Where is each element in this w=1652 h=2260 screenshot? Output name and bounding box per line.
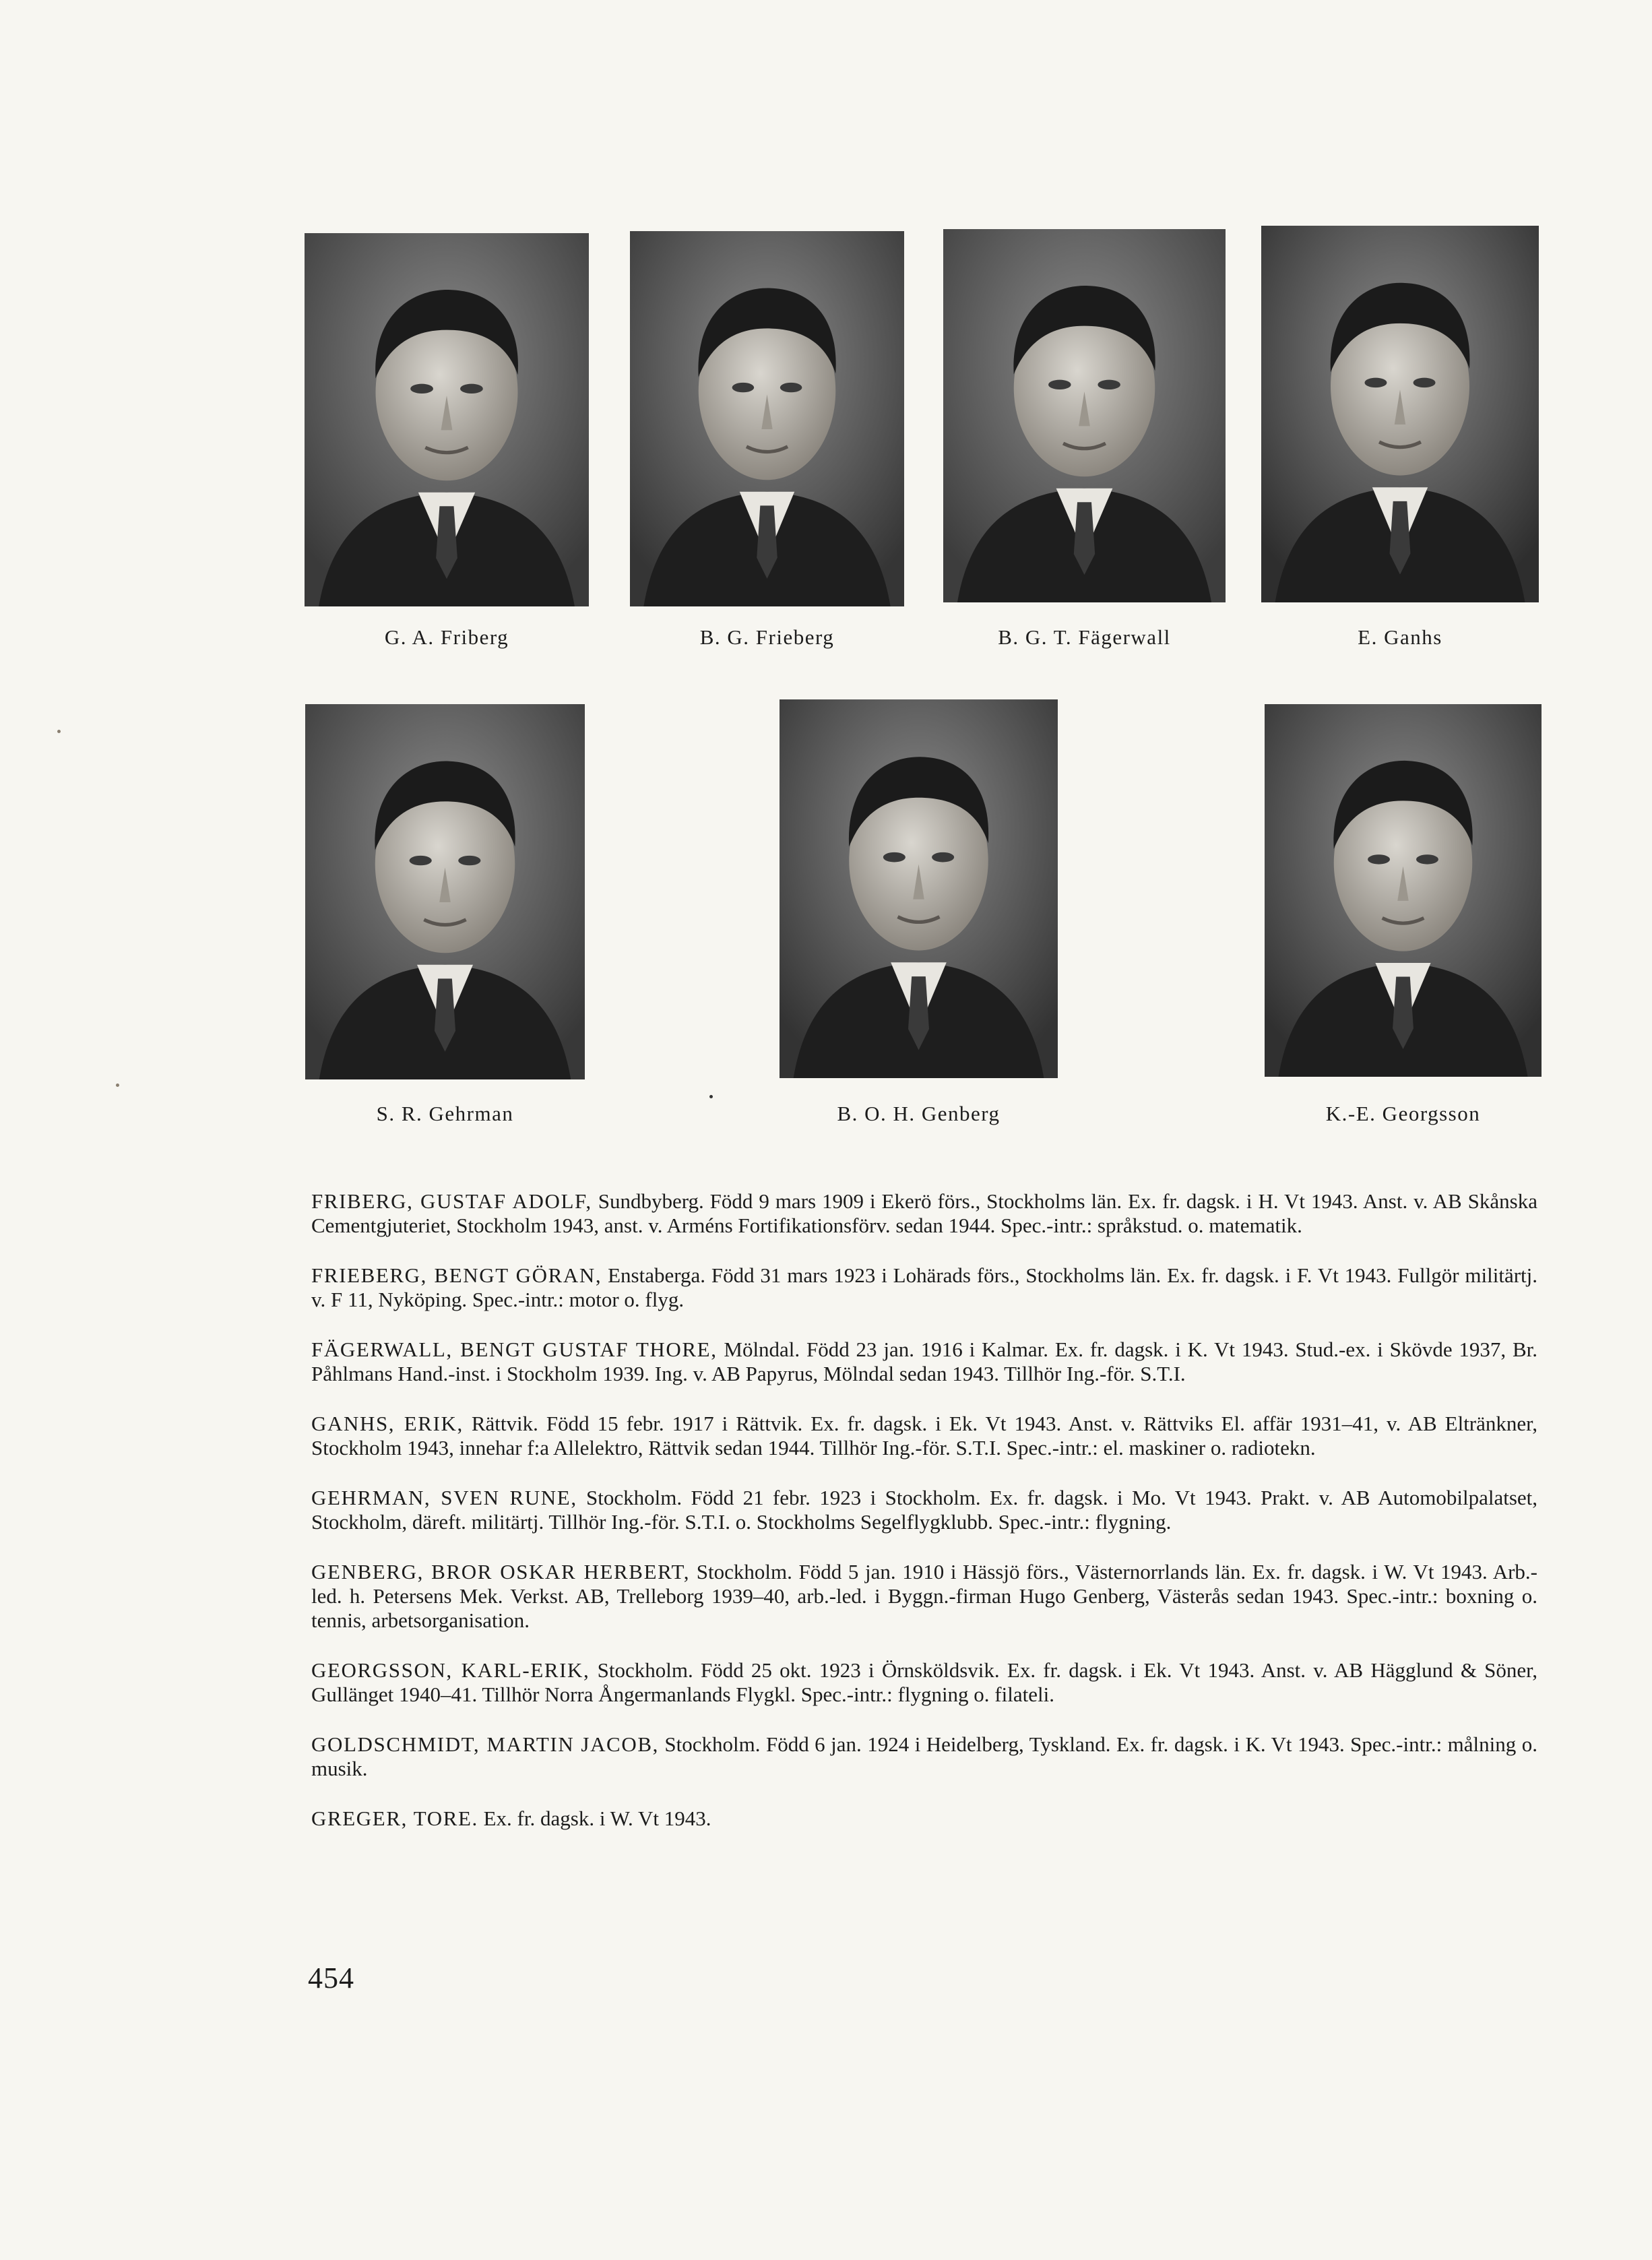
entry-name: FÄGERWALL, BENGT GUSTAF THORE, <box>311 1338 718 1361</box>
print-speck <box>57 730 61 733</box>
portrait-caption: B. G. T. Fägerwall <box>998 625 1171 649</box>
entry-text: Stockholm. Född 25 okt. 1923 i Örnsköldsvik. Ex. fr. dagsk. i Ek. Vt 1943. Anst. v. AB Hägglund & Söner, Gullänget 1940–41. Tillhör Norra Ångermanlands Flygkl. Spec.-intr.: flygning o. filateli. <box>311 1658 1538 1706</box>
entry-name: GOLDSCHMIDT, MARTIN JACOB, <box>311 1732 659 1756</box>
portrait-photo-genberg <box>780 699 1058 1078</box>
entry-text: Ex. fr. dagsk. i W. Vt 1943. <box>483 1807 711 1830</box>
biography-entry <box>311 1263 1537 1312</box>
entry-text: Sundbyberg. Född 9 mars 1909 i Ekerö förs., Stockholms län. Ex. fr. dagsk. i H. Vt 1943. Anst. v. AB Skånska Cementgjuteriet, Stockholm 1943, anst. v. Arméns Fortifikationsförv. sedan 1944. Spec.-intr.: språkstud. o. matematik. <box>311 1189 1537 1237</box>
biography-entry <box>311 1658 1537 1707</box>
biography-entry <box>311 1412 1537 1460</box>
biography-entry <box>311 1560 1537 1633</box>
biography-entry <box>311 1338 1537 1386</box>
entry-name: FRIEBERG, BENGT GÖRAN, <box>311 1263 602 1287</box>
entry-text: Enstaberga. Född 31 mars 1923 i Lohärads förs., Stockholms län. Ex. fr. dagsk. i F. Vt 1943. Fullgör militärtj. v. F 11, Nyköping. Spec.-intr.: motor o. flyg. <box>311 1263 1538 1311</box>
entry-text: Stockholm. Född 21 febr. 1923 i Stockholm. Ex. fr. dagsk. i Mo. Vt 1943. Prakt. v. AB Automobilpalatset, Stockholm, däreft. militärtj. Tillhör Ing.-för. S.T.I. o. Stockholms Segelflygklubb. Spec.-intr.: flygning. <box>311 1486 1538 1534</box>
portrait-photo-georgsson <box>1265 704 1542 1077</box>
portrait-caption: G. A. Friberg <box>384 625 509 649</box>
portrait-caption: E. Ganhs <box>1358 625 1442 649</box>
portrait-photo-ganhs <box>1261 226 1539 602</box>
portrait-photo-fagerwall <box>943 229 1226 602</box>
portrait-image <box>780 699 1058 1078</box>
portrait-image <box>305 233 589 606</box>
print-speck <box>116 1084 119 1087</box>
portrait-image <box>305 704 585 1079</box>
entry-text: Stockholm. Född 5 jan. 1910 i Hässjö förs., Västernorrlands län. Ex. fr. dagsk. i W. Vt 1943. Arb.-led. h. Petersens Mek. Verkst. AB, Trelleborg 1939–40, arb.-led. i Byggn.-firman Hugo Genberg, Västerås sedan 1943. Spec.-intr.: boxning o. tennis, arbetsorganisation. <box>311 1560 1537 1632</box>
portrait-image <box>943 229 1226 602</box>
portrait-caption: S. R. Gehrman <box>376 1102 514 1125</box>
entry-name: GENBERG, BROR OSKAR HERBERT, <box>311 1560 691 1583</box>
biography-list <box>311 1189 1537 1856</box>
portrait-image <box>1265 704 1542 1077</box>
biography-entry <box>311 1732 1537 1781</box>
portrait-image <box>630 231 904 606</box>
entry-name: GEORGSSON, KARL-ERIK, <box>311 1658 590 1682</box>
portrait-photo-gehrman <box>305 704 585 1079</box>
entry-text: Rättvik. Född 15 febr. 1917 i Rättvik. Ex. fr. dagsk. i Ek. Vt 1943. Anst. v. Rättviks El. affär 1931–41, v. AB Eltränkner, Stockholm 1943, innehar f:a Allelektro, Rättvik sedan 1944. Tillhör Ing.-för. S.T.I. Spec.-intr.: el. maskiner o. radiotekn. <box>311 1412 1537 1459</box>
print-speck <box>709 1095 713 1098</box>
page-number: 454 <box>308 1961 354 1995</box>
portrait-caption: K.-E. Georgsson <box>1325 1102 1481 1125</box>
portrait-caption: B. G. Frieberg <box>699 625 835 649</box>
entry-name: GANHS, ERIK, <box>311 1412 464 1435</box>
biography-entry <box>311 1189 1537 1238</box>
entry-text: Stockholm. Född 6 jan. 1924 i Heidelberg, Tyskland. Ex. fr. dagsk. i K. Vt 1943. Spec.-intr.: målning o. musik. <box>311 1732 1537 1780</box>
entry-name: FRIBERG, GUSTAF ADOLF, <box>311 1189 592 1213</box>
portrait-photo-frieberg <box>630 231 904 606</box>
portrait-caption: B. O. H. Genberg <box>837 1102 1000 1125</box>
entry-name: GEHRMAN, SVEN RUNE, <box>311 1486 577 1509</box>
entry-text: Mölndal. Född 23 jan. 1916 i Kalmar. Ex. fr. dagsk. i K. Vt 1943. Stud.-ex. i Skövde 1937, Br. Påhlmans Hand.-inst. i Stockholm 1939. Ing. v. AB Papyrus, Mölndal sedan 1943. Tillhör Ing.-för. S.T.I. <box>311 1338 1537 1385</box>
portrait-photo-friberg <box>305 233 589 606</box>
biography-entry <box>311 1807 1537 1831</box>
portrait-image <box>1261 226 1539 602</box>
entry-name: GREGER, TORE. <box>311 1807 478 1830</box>
biography-entry <box>311 1486 1537 1534</box>
